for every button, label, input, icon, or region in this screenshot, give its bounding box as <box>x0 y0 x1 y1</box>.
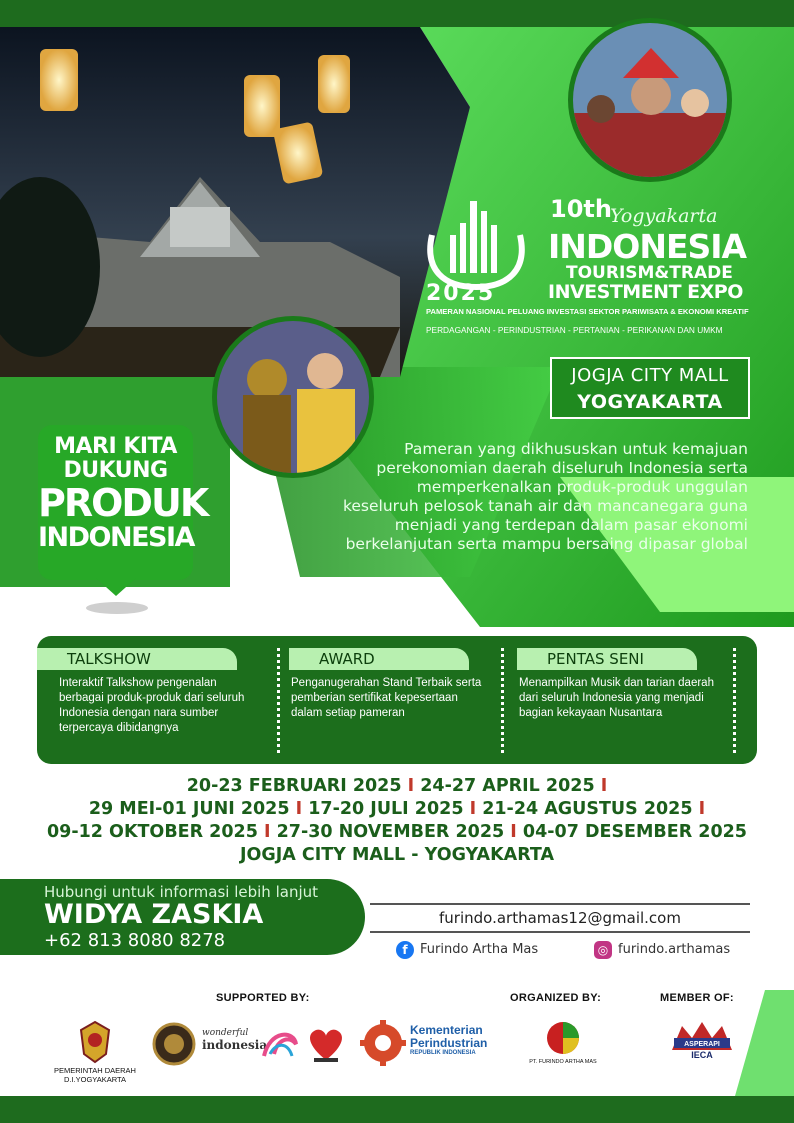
facebook-icon: f <box>396 941 414 959</box>
title-investment-expo: INVESTMENT EXPO <box>548 281 743 303</box>
activity-pentas-seni <box>497 648 717 721</box>
activity-label: PENTAS SENI <box>517 648 697 670</box>
photo-papua-guests <box>568 18 732 182</box>
activity-label: TALKSHOW <box>37 648 237 670</box>
date-4: 17-20 JULI 2025 <box>308 799 464 819</box>
date-separator: I <box>407 776 415 796</box>
facebook-label: Furindo Artha Mas <box>420 942 539 957</box>
seal-logo-icon <box>152 1022 196 1066</box>
activity-text: Menampilkan Musik dan tarian daerah dari seluruh Indonesia yang menjadi bagian kekayaan Nusantara <box>519 677 714 719</box>
member-of-title: MEMBER OF: <box>660 992 734 1004</box>
slogan-line3: PRODUK <box>38 481 208 525</box>
activity-text: Interaktif Talkshow pengenalan berbagai produk-produk dari seluruh Indonesia dengan nara sumber terpercaya dibidangnya <box>59 677 245 734</box>
kemenperin-logo-text <box>410 1024 487 1056</box>
kemenperin-line1: Kementerian <box>410 1023 483 1037</box>
date-8: 04-07 DESEMBER 2025 <box>522 822 747 842</box>
contact-band <box>0 879 365 955</box>
ieca-label: IECA <box>691 1050 713 1060</box>
subtitle-industries: PERDAGANGAN - PERINDUSTRIAN - PERTANIAN - PERIKANAN DAN UMKM <box>426 325 723 335</box>
bubble-shadow <box>86 602 148 614</box>
wonderful-indonesia-logo <box>202 1028 302 1064</box>
year-label: 2025 <box>426 281 496 306</box>
date-separator: I <box>510 822 517 842</box>
contact-phone[interactable]: +62 813 8080 8278 <box>44 930 226 951</box>
asperapi-text: ASPERAPI <box>684 1041 720 1048</box>
date-7: 27-30 NOVEMBER 2025 <box>276 822 505 842</box>
city-script: Yogyakarta <box>610 205 718 227</box>
date-1: 20-23 FEBRUARI 2025 <box>186 776 402 796</box>
organizer-caption: PT. FURINDO ARTHA MAS <box>529 1059 597 1065</box>
activity-label: AWARD <box>289 648 469 670</box>
date-separator: I <box>263 822 271 842</box>
pemda-crest-icon <box>78 1020 112 1064</box>
slogan-line4: INDONESIA <box>38 522 194 553</box>
edition-label: 10th <box>550 195 612 223</box>
pemda-diy-logo <box>50 1020 140 1084</box>
title-indonesia: INDONESIA <box>548 227 747 266</box>
bubble-tail <box>96 578 136 598</box>
activity-talkshow <box>37 648 257 736</box>
activity-text: Penganugerahan Stand Terbaik serta pemberian sertifikat kepesertaan dalam setiap pameran <box>291 677 482 719</box>
slogan-bubble <box>38 425 208 580</box>
indonesia-text: indonesia <box>202 1038 268 1052</box>
instagram-label: furindo.arthamas <box>618 942 731 957</box>
subtitle-sectors: PAMERAN NASIONAL PELUANG INVESTASI SEKTOR PARIWISATA & EKONOMI KREATIF <box>426 307 749 316</box>
venue-line1: JOGJA CITY MALL <box>571 365 729 386</box>
pemda-caption-2: D.I.YOGYAKARTA <box>63 1075 127 1084</box>
date-separator: I <box>698 799 706 819</box>
venue-box <box>550 357 750 419</box>
activities-panel <box>37 636 757 764</box>
contact-name: WIDYA ZASKIA <box>44 899 264 930</box>
slogan-line1: MARI KITA <box>54 434 177 459</box>
expo-description: Pameran yang dikhususkan untuk kemajuan perekonomian daerah diseluruh Indonesia serta memperkenalkan produk-produk unggulan keseluruh pelosok tanah air dan mancanegara guna menjadi yang terdepan dalam pasar ekonomi berkelanjutan serta mampu bersaing dipasar global <box>342 440 748 553</box>
heart-logo-icon <box>304 1022 348 1064</box>
wonderful-swirl-icon <box>260 1026 300 1062</box>
wonderful-text: wonderful <box>202 1028 249 1038</box>
footer-green-shape <box>735 990 794 1096</box>
date-separator: I <box>469 799 477 819</box>
activity-award <box>269 648 489 721</box>
instagram-link[interactable] <box>594 940 730 960</box>
borobudur-night-photo <box>0 27 470 377</box>
kemenperin-line3: REPUBLIK INDONESIA <box>410 1050 476 1056</box>
bottom-bar <box>0 1096 794 1123</box>
contact-email[interactable]: furindo.arthamas12@gmail.com <box>370 903 750 933</box>
contact-hint: Hubungi untuk informasi lebih lanjut <box>44 883 319 901</box>
organizer-icon <box>545 1020 581 1056</box>
organized-by-title: ORGANIZED BY: <box>510 992 602 1004</box>
event-dates <box>0 775 794 867</box>
kemenperin-gear-icon <box>360 1020 406 1066</box>
ieca-logo <box>664 1020 740 1060</box>
facebook-link[interactable] <box>396 940 538 960</box>
date-separator: I <box>600 776 608 796</box>
organizer-logo <box>526 1020 600 1067</box>
date-2: 24-27 APRIL 2025 <box>420 776 595 796</box>
instagram-icon: ◎ <box>594 941 612 959</box>
title-tourism-trade: TOURISM&TRADE <box>566 263 733 283</box>
divider <box>733 648 740 753</box>
kemenperin-line2: Perindustrian <box>410 1036 488 1050</box>
supported-by-title: SUPPORTED BY: <box>216 992 310 1004</box>
venue-line2: YOGYAKARTA <box>577 391 723 413</box>
ieca-badge-icon <box>670 1020 734 1050</box>
slogan-line2: DUKUNG <box>63 458 168 483</box>
expo-logo <box>420 185 780 345</box>
pemda-caption-1: PEMERINTAH DAERAH <box>54 1066 136 1075</box>
date-separator: I <box>295 799 303 819</box>
date-5: 21-24 AGUSTUS 2025 <box>482 799 693 819</box>
date-location: JOGJA CITY MALL - YOGYAKARTA <box>239 845 555 865</box>
date-6: 09-12 OKTOBER 2025 <box>47 822 258 842</box>
date-3: 29 MEI-01 JUNI 2025 <box>88 799 290 819</box>
